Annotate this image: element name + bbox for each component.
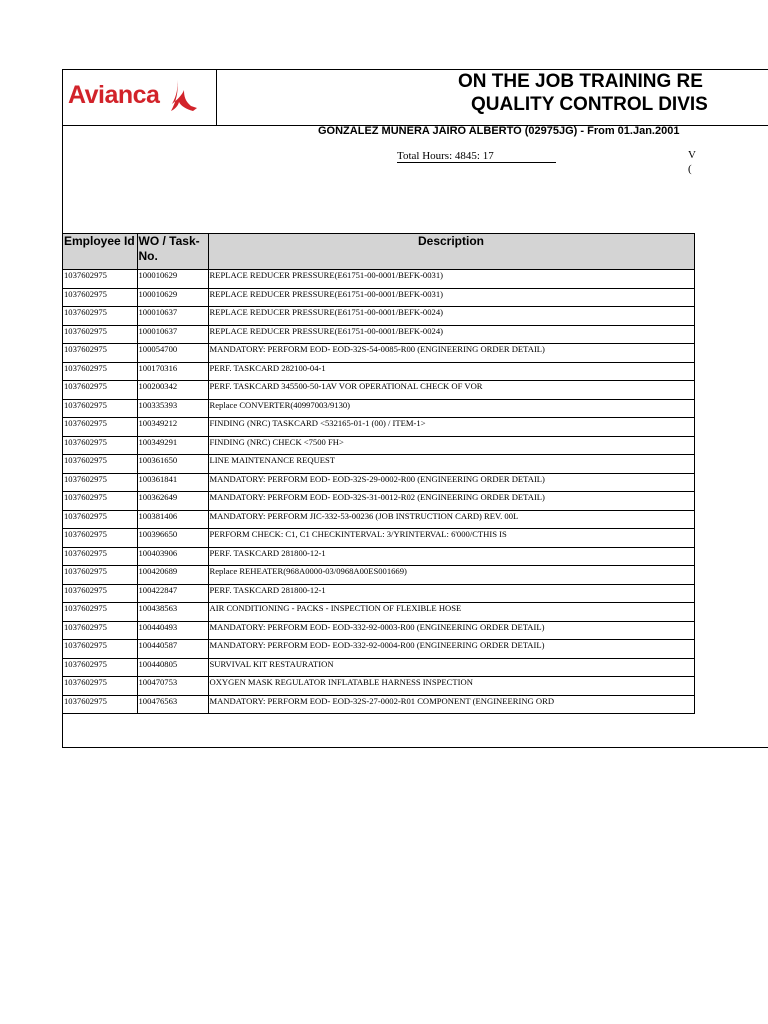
- table-row: [63, 584, 694, 603]
- cell-employee-id: 1037602975: [63, 381, 137, 400]
- cell-wo-task-no: 100361841: [137, 473, 208, 492]
- cell-wo-task-no: 100010637: [137, 325, 208, 344]
- training-record-sheet: [62, 69, 768, 748]
- cell-description: PERF. TASKCARD 345500-50-1AV VOR OPERATIONAL CHECK OF VOR: [208, 381, 694, 400]
- table-row: [63, 547, 694, 566]
- cell-description: FINDING (NRC) CHECK <7500 FH>: [208, 436, 694, 455]
- table-row: [63, 325, 694, 344]
- report-header: [63, 70, 768, 126]
- table-row: [63, 566, 694, 585]
- cell-wo-task-no: 100403906: [137, 547, 208, 566]
- cell-wo-task-no: 100381406: [137, 510, 208, 529]
- table-row: [63, 510, 694, 529]
- cell-employee-id: 1037602975: [63, 510, 137, 529]
- cell-description: LINE MAINTENANCE REQUEST: [208, 455, 694, 474]
- cell-description: PERFORM CHECK: C1, C1 CHECKINTERVAL: 3/YRINTERVAL: 6'000/CTHIS IS: [208, 529, 694, 548]
- cell-employee-id: 1037602975: [63, 492, 137, 511]
- cell-wo-task-no: 100440587: [137, 640, 208, 659]
- table-row: [63, 640, 694, 659]
- table-row: [63, 658, 694, 677]
- cell-wo-task-no: 100349212: [137, 418, 208, 437]
- cell-employee-id: 1037602975: [63, 677, 137, 696]
- avianca-logo: Avianca: [68, 81, 160, 109]
- cell-wo-task-no: 100010637: [137, 307, 208, 326]
- employee-summary: GONZALEZ MUNERA JAIRO ALBERTO (02975JG) - From 01.Jan.2001: [318, 125, 680, 137]
- cell-wo-task-no: 100396650: [137, 529, 208, 548]
- cell-wo-task-no: 100010629: [137, 288, 208, 307]
- total-hours: Total Hours: 4845: 17: [397, 150, 556, 163]
- cell-description: SURVIVAL KIT RESTAURATION: [208, 658, 694, 677]
- logo-cell: [63, 70, 217, 125]
- column-header-wo-task: WO / Task-No.: [137, 234, 208, 270]
- cell-wo-task-no: 100438563: [137, 603, 208, 622]
- cell-wo-task-no: 100422847: [137, 584, 208, 603]
- cell-employee-id: 1037602975: [63, 436, 137, 455]
- cell-description: REPLACE REDUCER PRESSURE(E61751-00-0001/BEFK-0031): [208, 288, 694, 307]
- cell-description: AIR CONDITIONING - PACKS - INSPECTION OF FLEXIBLE HOSE: [208, 603, 694, 622]
- cell-wo-task-no: 100054700: [137, 344, 208, 363]
- table-row: [63, 492, 694, 511]
- table-row: [63, 436, 694, 455]
- cell-wo-task-no: 100362649: [137, 492, 208, 511]
- report-title: ON THE JOB TRAINING RE: [458, 71, 703, 92]
- cell-description: MANDATORY: PERFORM EOD- EOD-32S-27-0002-R01 COMPONENT (ENGINEERING ORD: [208, 695, 694, 714]
- cell-employee-id: 1037602975: [63, 658, 137, 677]
- column-header-employee-id: Employee Id: [63, 234, 137, 270]
- cell-description: MANDATORY: PERFORM EOD- EOD-32S-31-0012-R02 (ENGINEERING ORDER DETAIL): [208, 492, 694, 511]
- cell-employee-id: 1037602975: [63, 288, 137, 307]
- table-row: [63, 529, 694, 548]
- cell-description: MANDATORY: PERFORM EOD- EOD-332-92-0004-R00 (ENGINEERING ORDER DETAIL): [208, 640, 694, 659]
- cell-wo-task-no: 100349291: [137, 436, 208, 455]
- table-row: [63, 362, 694, 381]
- avianca-bird-icon: [169, 78, 199, 114]
- cell-employee-id: 1037602975: [63, 695, 137, 714]
- cell-employee-id: 1037602975: [63, 270, 137, 289]
- column-header-description: Description: [208, 234, 694, 270]
- cell-employee-id: 1037602975: [63, 584, 137, 603]
- table-row: [63, 695, 694, 714]
- cell-description: REPLACE REDUCER PRESSURE(E61751-00-0001/BEFK-0024): [208, 307, 694, 326]
- report-subtitle: QUALITY CONTROL DIVIS: [471, 94, 708, 115]
- truncated-text-2: (: [688, 163, 692, 175]
- cell-employee-id: 1037602975: [63, 473, 137, 492]
- cell-employee-id: 1037602975: [63, 362, 137, 381]
- cell-employee-id: 1037602975: [63, 418, 137, 437]
- cell-wo-task-no: 100361650: [137, 455, 208, 474]
- cell-employee-id: 1037602975: [63, 529, 137, 548]
- cell-description: MANDATORY: PERFORM EOD- EOD-332-92-0003-R00 (ENGINEERING ORDER DETAIL): [208, 621, 694, 640]
- cell-employee-id: 1037602975: [63, 566, 137, 585]
- cell-wo-task-no: 100470753: [137, 677, 208, 696]
- table-header-row: [63, 234, 694, 270]
- cell-employee-id: 1037602975: [63, 603, 137, 622]
- table-row: [63, 473, 694, 492]
- table-row: [63, 677, 694, 696]
- cell-wo-task-no: 100476563: [137, 695, 208, 714]
- cell-wo-task-no: 100420689: [137, 566, 208, 585]
- task-log-table: [63, 233, 695, 714]
- cell-wo-task-no: 100335393: [137, 399, 208, 418]
- cell-employee-id: 1037602975: [63, 621, 137, 640]
- cell-employee-id: 1037602975: [63, 307, 137, 326]
- cell-description: MANDATORY: PERFORM JIC-332-53-00236 (JOB INSTRUCTION CARD) REV. 00L: [208, 510, 694, 529]
- cell-description: PERF. TASKCARD 281800-12-1: [208, 584, 694, 603]
- table-row: [63, 621, 694, 640]
- cell-description: REPLACE REDUCER PRESSURE(E61751-00-0001/BEFK-0031): [208, 270, 694, 289]
- cell-employee-id: 1037602975: [63, 344, 137, 363]
- cell-wo-task-no: 100010629: [137, 270, 208, 289]
- cell-employee-id: 1037602975: [63, 399, 137, 418]
- table-row: [63, 455, 694, 474]
- cell-description: PERF. TASKCARD 282100-04-1: [208, 362, 694, 381]
- table-row: [63, 381, 694, 400]
- cell-description: OXYGEN MASK REGULATOR INFLATABLE HARNESS INSPECTION: [208, 677, 694, 696]
- table-row: [63, 270, 694, 289]
- cell-description: FINDING (NRC) TASKCARD <532165-01-1 (00) / ITEM-1>: [208, 418, 694, 437]
- cell-description: Replace CONVERTER(40997003/9130): [208, 399, 694, 418]
- cell-employee-id: 1037602975: [63, 455, 137, 474]
- table-row: [63, 603, 694, 622]
- table-row: [63, 418, 694, 437]
- cell-description: PERF. TASKCARD 281800-12-1: [208, 547, 694, 566]
- cell-employee-id: 1037602975: [63, 547, 137, 566]
- cell-employee-id: 1037602975: [63, 325, 137, 344]
- cell-wo-task-no: 100440805: [137, 658, 208, 677]
- cell-wo-task-no: 100200342: [137, 381, 208, 400]
- cell-description: REPLACE REDUCER PRESSURE(E61751-00-0001/BEFK-0024): [208, 325, 694, 344]
- table-row: [63, 344, 694, 363]
- cell-wo-task-no: 100170316: [137, 362, 208, 381]
- cell-description: Replace REHEATER(968A0000-03/0968A00ES001669): [208, 566, 694, 585]
- cell-description: MANDATORY: PERFORM EOD- EOD-32S-29-0002-R00 (ENGINEERING ORDER DETAIL): [208, 473, 694, 492]
- table-row: [63, 399, 694, 418]
- table-row: [63, 288, 694, 307]
- cell-description: MANDATORY: PERFORM EOD- EOD-32S-54-0085-R00 (ENGINEERING ORDER DETAIL): [208, 344, 694, 363]
- cell-wo-task-no: 100440493: [137, 621, 208, 640]
- cell-employee-id: 1037602975: [63, 640, 137, 659]
- task-log-body: [63, 270, 694, 714]
- table-row: [63, 307, 694, 326]
- truncated-text-1: V: [688, 149, 696, 161]
